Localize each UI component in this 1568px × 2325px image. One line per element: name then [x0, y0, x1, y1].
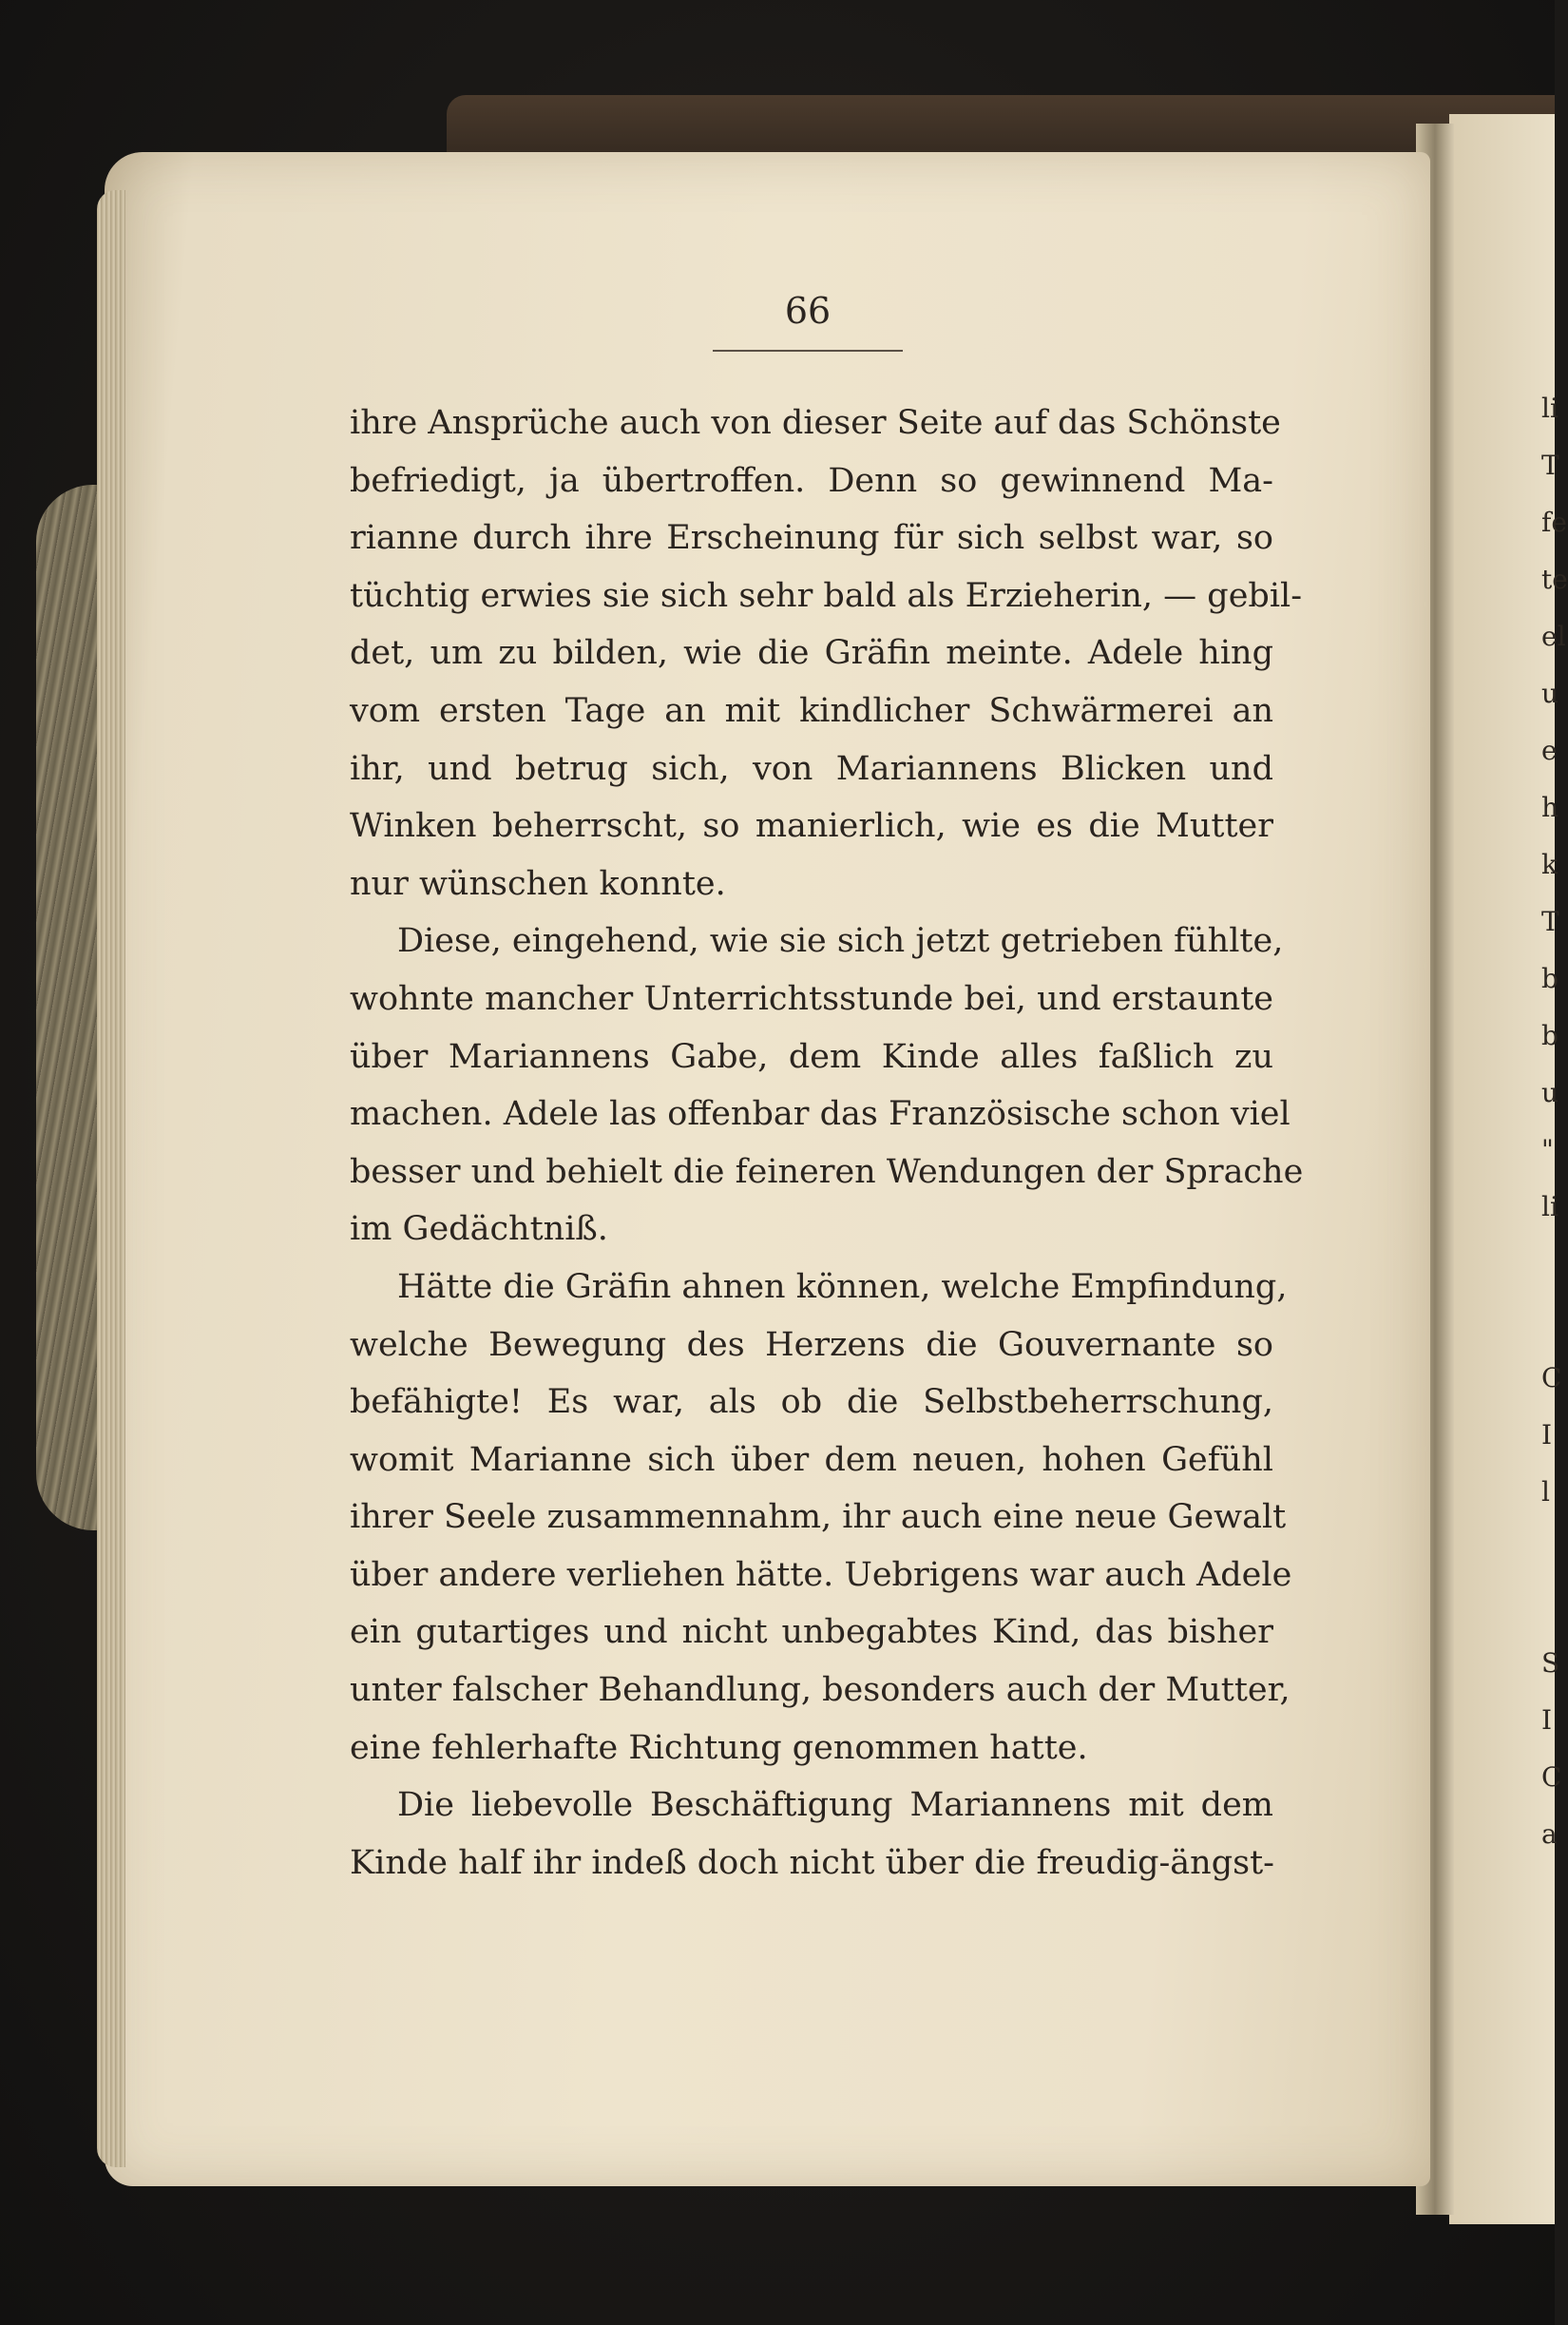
text-line: machen. Adele las offenbar das Französische schon viel [350, 1095, 1291, 1134]
text-line: Diese, eingehend, wie sie sich jetzt getrieben fühlte, [397, 922, 1284, 961]
page-stack-edge [97, 190, 125, 2167]
text-line: Kinde half ihr indeß doch nicht über die freudig-ängst- [350, 1843, 1274, 1882]
facing-page-fragment: b [1541, 963, 1558, 994]
text-line: ein gutartiges und nicht unbegabtes Kind, das bisher [350, 1613, 1273, 1652]
text-line: ihr, und betrug sich, von Mariannens Blicken und [350, 749, 1273, 788]
facing-page-fragment [1541, 1293, 1555, 1350]
facing-page-fragment: li [1541, 1191, 1558, 1222]
text-line: ihrer Seele zusammennahm, ihr auch eine neue Gewalt [350, 1498, 1287, 1537]
facing-page-fragment: el [1541, 621, 1566, 652]
facing-page-fragment: C [1541, 1761, 1562, 1793]
text-line: wohnte mancher Unterrichtsstunde bei, und erstaunte [350, 979, 1273, 1018]
text-line: befriedigt, ja übertroffen. Denn so gewinnend Ma- [350, 461, 1273, 500]
facing-page-fragment: h [1541, 792, 1559, 823]
text-line: über andere verliehen hätte. Uebrigens war auch Adele [350, 1555, 1292, 1594]
facing-page-fragment [1541, 1521, 1555, 1578]
text-line: im Gedächtniß. [350, 1210, 608, 1249]
text-line: befähigte! Es war, als ob die Selbstbeherrschung, [350, 1383, 1273, 1422]
text-line: det, um zu bilden, wie die Gräfin meinte. Adele hing [350, 634, 1273, 673]
facing-page-fragment: fe [1541, 507, 1567, 538]
facing-page-fragment: e [1541, 735, 1558, 766]
text-line: rianne durch ihre Erscheinung für sich selbst war, so [350, 519, 1273, 558]
text-line: ihre Ansprüche auch von dieser Seite auf das Schönste [350, 404, 1281, 442]
facing-page-fragment: I [1541, 1419, 1553, 1451]
text-line: über Mariannens Gabe, dem Kinde alles faßlich zu [350, 1037, 1273, 1076]
page-number: 66 [784, 290, 832, 332]
facing-page-fragment: S [1541, 1647, 1560, 1679]
facing-page-fragment: " [1541, 1134, 1554, 1165]
facing-page-fragment [1541, 1578, 1555, 1635]
text-line: besser und behielt die feineren Wendungen der Sprache [350, 1152, 1304, 1191]
facing-page-text-fragments [1541, 380, 1568, 1863]
page-number-rule [713, 350, 903, 352]
text-line: Die liebevolle Beschäftigung Mariannens mit dem [397, 1786, 1273, 1825]
text-line: nur wünschen konnte. [350, 864, 726, 903]
text-line: eine fehlerhafte Richtung genommen hatte. [350, 1728, 1088, 1767]
text-line: vom ersten Tage an mit kindlicher Schwärmerei an [350, 691, 1273, 730]
facing-page-fragment: T [1541, 906, 1559, 937]
facing-page-fragment: T [1541, 450, 1559, 481]
facing-page-fragment: u [1541, 1077, 1559, 1108]
text-line: Winken beherrscht, so manierlich, wie es die Mutter [350, 807, 1273, 846]
body-text [350, 394, 1304, 1892]
text-line: welche Bewegung des Herzens die Gouvernante so [350, 1325, 1273, 1364]
text-line: Hätte die Gräfin ahnen können, welche Empfindung, [397, 1267, 1288, 1306]
facing-page-fragment: a [1541, 1818, 1558, 1850]
text-line: womit Marianne sich über dem neuen, hohen Gefühl [350, 1440, 1273, 1479]
facing-page-fragment: C [1541, 1362, 1562, 1393]
facing-page-fragment: te [1541, 564, 1568, 595]
text-line: tüchtig erwies sie sich sehr bald als Erzieherin, — gebil- [350, 576, 1303, 615]
facing-page-fragment: l [1541, 1476, 1550, 1508]
facing-page-fragment: I [1541, 1704, 1553, 1736]
facing-page-fragment: li [1541, 393, 1558, 424]
facing-page [1449, 114, 1568, 2224]
facing-page-fragment: u [1541, 678, 1559, 709]
text-line: unter falscher Behandlung, besonders auch der Mutter, [350, 1671, 1291, 1710]
facing-page-fragment: k [1541, 849, 1558, 880]
facing-page-fragment: b [1541, 1020, 1558, 1051]
facing-page-fragment [1541, 1236, 1555, 1293]
